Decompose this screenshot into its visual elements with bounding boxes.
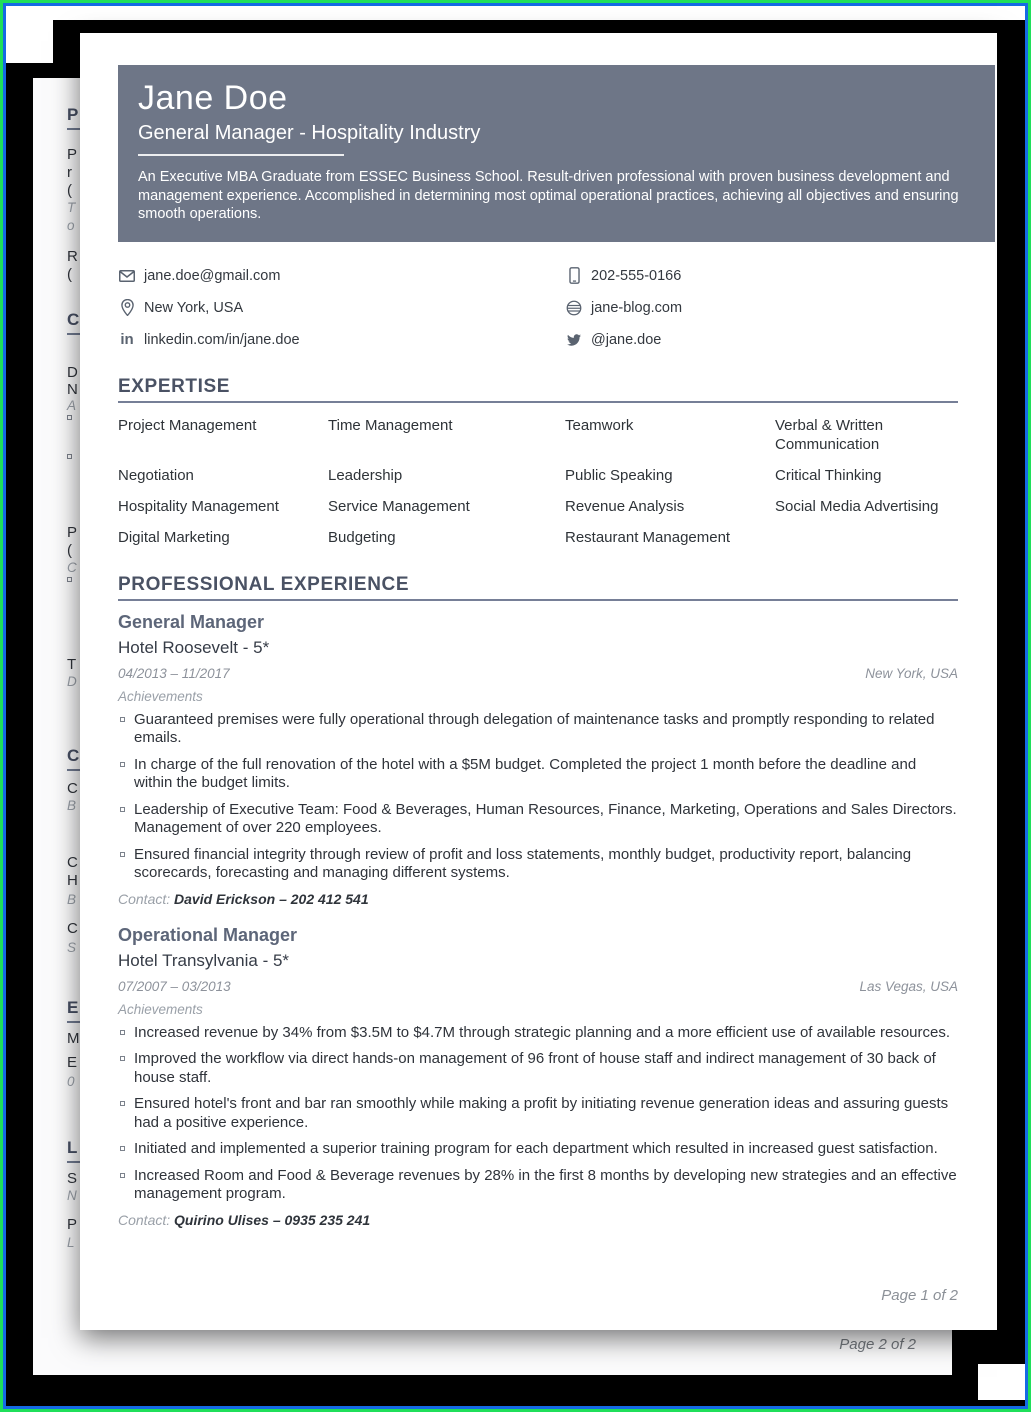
bullet-square-icon [120,1030,125,1035]
achievement-text: Improved the workflow via direct hands-on management of 96 front of house staff and indirect management of 30 back of house staff. [134,1050,936,1086]
page2-text-fragment: N [67,1188,77,1203]
linkedin-value[interactable]: linkedin.com/in/jane.doe [144,331,300,348]
achievement-text: Increased Room and Food & Beverage revenues by 28% in the first 8 months by developing new strategies and an effective management program. [134,1166,957,1203]
bullet-square-icon [120,1056,125,1061]
page2-text-fragment: P [67,146,78,163]
reference-contact [118,891,958,907]
resume-page-1 [80,33,997,1330]
page1-footer: Page 1 of 2 [881,1287,958,1304]
achievement-item [118,1050,958,1087]
reference-value: Quirino Ulises – 0935 235 241 [174,1211,371,1228]
linkedin-icon: in [120,331,134,349]
achievement-text: Leadership of Executive Team: Food & Beverages, Human Resources, Finance, Marketing, Operations and Sales Directors. Management of over 220 employees. [134,800,957,837]
achievement-text: Ensured hotel's front and bar ran smoothly while making a profit by initiating revenue generation ideas and assuring guests had a positive experience. [134,1095,949,1131]
title-underline [138,154,344,156]
preview-inner-frame [3,3,1028,1409]
bullet-square-icon [120,717,125,722]
reference-value: David Erickson – 202 412 541 [174,890,369,907]
achievement-item [118,711,958,748]
phone-value: 202-555-0166 [591,267,682,284]
page2-text-fragment: C [67,920,78,937]
page2-text-fragment: N [67,381,78,398]
achievements-label: Achievements [118,688,203,704]
achievement-text: Initiated and implemented a superior training program for each department which resulted in increased guest satisfaction. [134,1140,938,1158]
achievement-item [118,801,958,838]
achievement-item [118,1095,958,1132]
job-dates: 04/2013 – 11/2017 [118,665,230,681]
achievement-text: Ensured financial integrity through review of profit and loss statements, monthly budget, productivity report, balancing scorecards, forecasting and managing different systems. [134,845,912,882]
bullet-square-icon [120,852,125,857]
page2-text-fragment: 0 [67,1074,75,1089]
page2-text-fragment: S [67,940,77,955]
achievement-item [118,1024,958,1043]
page2-text-fragment: P [67,105,113,130]
achievement-text: Increased revenue by 34% from $3.5M to $4.7M through strategic planning and a more efficient use of available resources. [134,1023,951,1041]
website-globe-icon [565,299,583,317]
contact-phone [565,260,682,292]
job-company: Hotel Roosevelt - 5* [118,637,270,657]
page2-text-fragment: B [67,798,77,813]
skill-item: Project Management [118,416,257,434]
page2-text-fragment [67,577,72,582]
profile-summary: An Executive MBA Graduate from ESSEC Business School. Result-driven professional with proven business development and management experience. Accomplished in determining most optimal operational practices, achieving all objectives and ensuring smooth operations. [138,169,959,223]
contact-website [565,292,682,324]
person-title: General Manager - Hospitality Industry [138,122,481,145]
page2-text-fragment: S [67,1170,78,1187]
twitter-value[interactable]: @jane.doe [591,331,662,348]
page2-text-fragment: B [67,892,77,907]
achievement-item [118,1140,958,1159]
achievement-item [118,756,958,793]
experience-entry [118,612,958,907]
page2-text-fragment: E [67,998,113,1023]
experience-entry [118,925,958,1228]
skill-item: Restaurant Management [565,528,731,546]
skill-item: Teamwork [565,416,634,434]
job-dates: 07/2007 – 03/2013 [118,978,231,994]
page2-text-fragment: C [67,310,113,335]
top-white-strip [6,6,1025,20]
bullet-square-icon [120,1146,125,1151]
job-title: Operational Manager [118,924,298,945]
achievement-item [118,846,958,883]
skill-item: Service Management [328,497,470,515]
skill-item: Hospitality Management [118,497,279,515]
contact-section [118,260,958,356]
page2-text-fragment: E [67,1054,78,1071]
person-name: Jane Doe [138,79,288,117]
page2-text-fragment: ( [67,542,72,559]
bullet-square-icon [120,1173,125,1178]
page2-text-fragment: C [67,854,78,871]
top-left-white-patch [6,6,53,63]
skill-item: Negotiation [118,466,194,484]
job-company: Hotel Transylvania - 5* [118,950,290,970]
page2-text-fragment: A [67,398,77,413]
contact-linkedin [118,324,565,356]
bullet-square-icon [120,762,125,767]
reference-label: Contact: [118,1211,171,1228]
achievement-list [118,711,958,883]
page2-text-fragment: T [67,656,77,673]
bullet-square-icon [120,1101,125,1106]
twitter-icon [565,331,583,349]
achievements-label: Achievements [118,1001,203,1017]
skill-item: Budgeting [328,528,396,546]
page2-text-fragment [67,454,72,459]
page2-text-fragment: ( [67,266,72,283]
skill-item: Revenue Analysis [565,497,685,515]
skill-item: Public Speaking [565,466,673,484]
page2-text-fragment: R [67,248,78,265]
skills-grid [118,416,958,547]
page2-text-fragment: P [67,1216,78,1233]
email-icon [118,267,136,285]
achievement-text: Guaranteed premises were fully operational through delegation of maintenance tasks and promptly responding to related emails. [134,710,935,747]
contact-location [118,292,565,324]
achievement-text: In charge of the full renovation of the hotel with a $5M budget. Completed the project 1 month before the deadline and within the budget limits. [134,755,917,792]
achievement-list [118,1024,958,1204]
resume-header [118,65,995,242]
bottom-right-white-patch [978,1364,1025,1400]
contact-twitter [565,324,682,356]
expertise-heading: EXPERTISE [118,376,958,403]
location-value: New York, USA [144,299,244,316]
page2-text-fragment: D [67,674,77,689]
reference-label: Contact: [118,890,171,907]
job-title: General Manager [118,611,265,632]
page2-text-fragment: P [67,524,78,541]
page2-text-fragment: M [67,1030,80,1047]
job-location: Las Vegas, USA [859,978,958,994]
page2-text-fragment: o [67,218,75,233]
page2-text-fragment: D [67,364,78,381]
page2-text-fragment: L [67,1138,113,1163]
skill-item: Digital Marketing [118,528,230,546]
website-value[interactable]: jane-blog.com [591,299,683,316]
achievement-item [118,1167,958,1204]
page2-text-fragment: C [67,560,77,575]
page2-text-fragment: H [67,872,78,889]
reference-contact [118,1212,958,1228]
page2-text-fragment [67,415,72,420]
job-location: New York, USA [865,665,958,681]
contact-email [118,260,565,292]
email-value[interactable]: jane.doe@gmail.com [144,267,281,284]
experience-heading: PROFESSIONAL EXPERIENCE [118,574,958,601]
page2-text-fragment: L [67,1235,75,1250]
skill-item: Social Media Advertising [775,497,939,515]
page2-text-fragment: C [67,780,78,797]
skill-item: Verbal & Written Communication [775,416,884,453]
page2-text-fragment: r [67,164,72,181]
bullet-square-icon [120,807,125,812]
page2-text-fragment: C [67,746,113,771]
location-pin-icon [118,299,136,317]
page2-text-fragment: T [67,200,76,215]
page2-text-fragment: ( [67,182,72,199]
skill-item: Time Management [328,416,453,434]
skill-item: Critical Thinking [775,466,882,484]
phone-icon [565,267,583,285]
skill-item: Leadership [328,466,403,484]
page2-footer: Page 2 of 2 [839,1336,916,1353]
